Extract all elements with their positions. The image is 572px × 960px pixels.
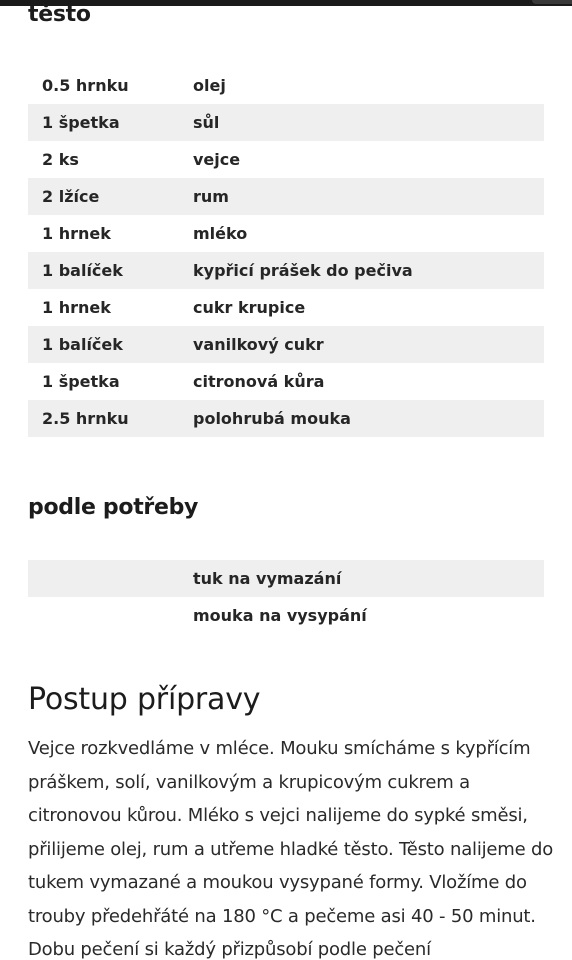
testo-heading: těsto [28,2,91,27]
ingredient-name: tuk na vymazání [193,560,544,597]
ingredient-row [28,67,544,104]
podle-potreby-heading: podle potřeby [28,495,199,520]
testo-ingredients-table [28,67,544,437]
ingredient-row [28,363,544,400]
ingredient-name: citronová kůra [193,372,325,391]
podle-potreby-table [28,560,544,634]
top-bar-handle [532,0,572,4]
ingredient-name: vanilkový cukr [193,326,544,363]
ingredient-name: mouka na vysypání [193,606,367,625]
ingredient-row [28,104,544,141]
ingredient-quantity [28,560,193,597]
ingredient-name: olej [193,76,226,95]
ingredient-quantity [28,597,193,634]
ingredient-row [28,326,544,363]
ingredient-name: sůl [193,104,544,141]
ingredient-row [28,178,544,215]
ingredient-quantity: 1 hrnek [42,224,111,243]
ingredient-name: vejce [193,150,241,169]
ingredient-quantity: 2 ks [42,150,79,169]
ingredient-row [28,215,544,252]
ingredient-quantity: 0.5 hrnku [42,76,129,95]
ingredient-quantity: 1 balíček [28,252,193,289]
ingredient-quantity: 2.5 hrnku [28,400,193,437]
ingredient-name: mléko [193,224,248,243]
ingredient-row [28,252,544,289]
ingredient-quantity: 2 lžíce [28,178,193,215]
ingredient-quantity: 1 balíček [28,326,193,363]
method-title: Postup přípravy [28,682,261,717]
ingredient-row [28,560,544,597]
ingredient-row [28,597,544,634]
ingredient-name: cukr krupice [193,298,306,317]
ingredient-quantity: 1 špetka [28,104,193,141]
ingredient-quantity: 1 špetka [42,372,120,391]
ingredient-name: rum [193,178,544,215]
ingredient-quantity: 1 hrnek [42,298,111,317]
ingredient-name: polohrubá mouka [193,400,544,437]
ingredient-row [28,141,544,178]
ingredient-name: kypřicí prášek do pečiva [193,252,544,289]
ingredient-row [28,400,544,437]
ingredient-row [28,289,544,326]
method-text: Vejce rozkvedláme v mléce. Mouku smícháme s kypřícím práškem, solí, vanilkovým a krupicovým cukrem a citronovou kůrou. Mléko s vejci nalijeme do sypké směsi, přilijeme olej, rum a utřeme hladké těsto. Těsto nalijeme do tukem vymazané a moukou vysypané formy. Vložíme do trouby předehřáté na 180 °C a pečeme asi 40 - 50 minut. Dobu pečení si každý přizpůsobí podle pečení [28,738,554,960]
